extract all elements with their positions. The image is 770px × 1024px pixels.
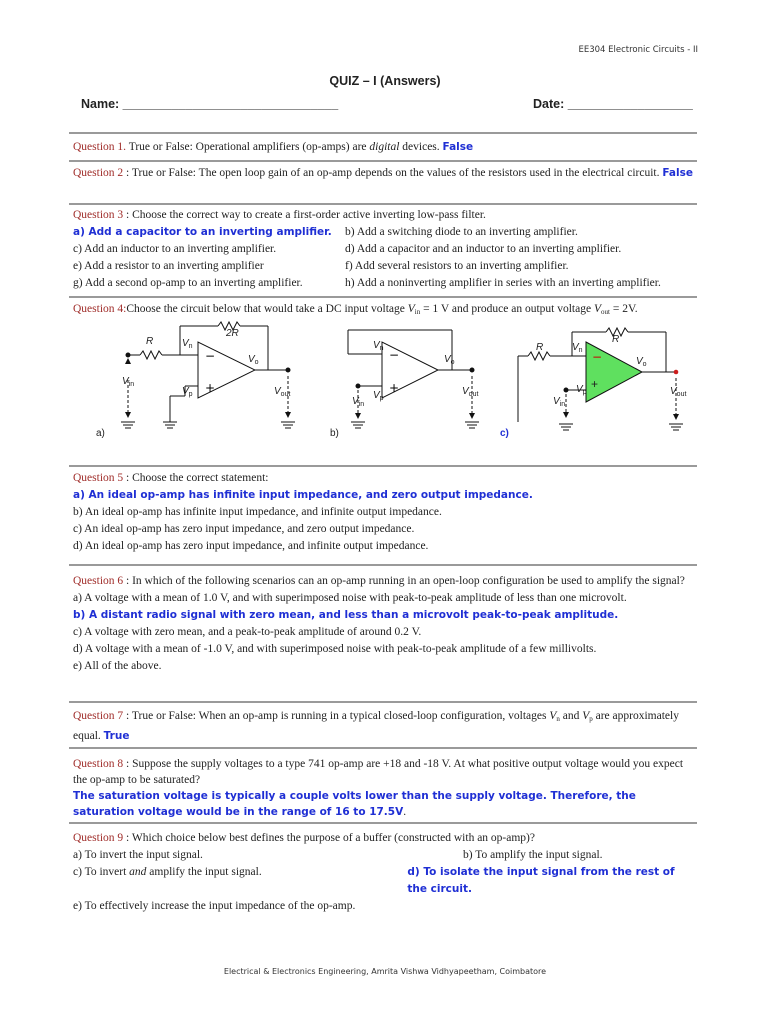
divider	[69, 296, 697, 298]
divider	[69, 132, 697, 134]
subscript: in	[128, 381, 135, 388]
divider	[69, 203, 697, 205]
circuit-a-diagram	[110, 318, 310, 444]
question-text: and	[559, 710, 583, 722]
question-label: Question 5	[73, 472, 124, 484]
question-text: : Choose the correct statement:	[123, 472, 269, 484]
option-d-correct: d) To isolate the input signal from the rest of the circuit.	[407, 866, 675, 895]
subscript: p	[188, 391, 193, 398]
option-e: e) To effectively increase the input impedance of the op-amp.	[73, 900, 356, 912]
label-vn: V	[572, 342, 579, 353]
label-vo: V	[248, 354, 255, 365]
subscript: in	[559, 401, 566, 408]
option-a: a) To invert the input signal.	[73, 849, 203, 861]
circuit-c-diagram	[508, 320, 698, 444]
question-6	[73, 573, 695, 675]
divider	[69, 564, 697, 566]
question-label: Question 9	[73, 832, 124, 844]
question-label: Question 3	[73, 209, 124, 221]
question-9	[73, 830, 695, 915]
subscript: out	[601, 308, 610, 316]
label-vin: V	[122, 376, 129, 387]
option-f: f) Add several resistors to an inverting amplifier.	[345, 260, 569, 272]
subscript: in	[414, 308, 421, 316]
question-text: : True or False: When an op-amp is running in a typical closed-loop configuration, voltages	[123, 710, 550, 722]
label-vp: V	[576, 384, 583, 395]
minus-sign: −	[592, 350, 603, 364]
subscript: o	[450, 359, 455, 366]
option-h: h) Add a noninverting amplifier in series with an inverting amplifier.	[345, 277, 661, 289]
subscript: o	[254, 359, 259, 366]
answer: False	[442, 141, 474, 153]
question-text: : Which choice below best defines the purpose of a buffer (constructed with an op-amp)?	[123, 832, 535, 844]
question-text: : True or False: The open loop gain of an op-amp depends on the values of the resistors used in the electrical circuit.	[123, 167, 663, 179]
answer: The saturation voltage is typically a couple volts lower than the supply voltage. Therefore, the saturation voltage would be in the range of 16 to 17.5V	[73, 790, 636, 818]
label-rf: R	[612, 334, 620, 345]
question-text: devices.	[399, 141, 443, 153]
question-text: : Suppose the supply voltages to a type 741 op-amp are +18 and -18 V. At what positive output voltage would you expect the op-amp to be saturated?	[73, 758, 684, 786]
label-2r: 2R	[226, 328, 239, 339]
circuit-c-label-correct: c)	[500, 428, 509, 439]
subscript: n	[556, 715, 560, 723]
option-b: b) Add a switching diode to an inverting amplifier.	[345, 226, 578, 238]
question-2	[73, 165, 695, 182]
question-text: : Choose the correct way to create a first-order active inverting low-pass filter.	[123, 209, 486, 221]
minus-sign: −	[389, 348, 400, 362]
date-field-label: Date: __________________	[533, 97, 693, 111]
name-field-label: Name: _______________________________	[81, 97, 339, 111]
label-vp: V	[373, 390, 380, 401]
quiz-title: QUIZ – I (Answers)	[329, 74, 441, 88]
option-c: c) An ideal op-amp has zero input impedance, and zero output impedance.	[73, 523, 415, 535]
plus-sign: +	[389, 381, 400, 395]
emphasis: and	[129, 866, 147, 878]
subscript: p	[379, 395, 384, 402]
option-e: e) All of the above.	[73, 660, 162, 672]
minus-sign: −	[205, 349, 216, 363]
option-c: c) A voltage with zero mean, and a peak-to-peak amplitude of around 0.2 V.	[73, 626, 422, 638]
question-label: Question 7	[73, 710, 124, 722]
label-vn: V	[373, 340, 380, 351]
option-b: b) An ideal op-amp has infinite input impedance, and infinite output impedance.	[73, 506, 442, 518]
label-vo: V	[444, 354, 451, 365]
circuit-a-label: a)	[96, 428, 105, 439]
option-d: d) Add a capacitor and an inductor to an inverting amplifier.	[345, 243, 622, 255]
divider	[69, 701, 697, 703]
option-d: d) An ideal op-amp has zero input impedance, and infinite output impedance.	[73, 540, 429, 552]
label-r: R	[536, 342, 544, 353]
option-b-correct: b) A distant radio signal with zero mean, and less than a microvolt peak-to-peak amplitude.	[73, 609, 619, 621]
circuit-b-label: b)	[330, 428, 339, 439]
option-d: d) A voltage with a mean of -1.0 V, and with superimposed noise with peak-to-peak amplitude of a few millivolts.	[73, 643, 597, 655]
subscript: n	[188, 343, 193, 350]
subscript: out	[280, 391, 291, 398]
symbol-vp: V	[582, 710, 590, 722]
subscript: n	[379, 345, 384, 352]
question-text: Choose the circuit below that would take a DC input voltage	[126, 303, 408, 315]
question-text: are approximately equal.	[73, 710, 679, 742]
option-a: a) A voltage with a mean of 1.0 V, and with superimposed noise with peak-to-peak amplitude of less than one microvolt.	[73, 592, 627, 604]
label-vin: V	[553, 396, 560, 407]
question-3	[73, 207, 695, 292]
answer: False	[662, 167, 693, 179]
option-c	[73, 864, 407, 898]
question-label: Question 2	[73, 167, 124, 179]
divider	[69, 465, 697, 467]
question-1	[73, 139, 695, 156]
divider	[69, 160, 697, 162]
plus-sign: +	[591, 377, 599, 391]
subscript: out	[676, 391, 687, 398]
divider	[69, 747, 697, 749]
divider	[69, 822, 697, 824]
question-text: True or False: Operational amplifiers (op-amps) are	[126, 141, 370, 153]
page-footer: Electrical & Electronics Engineering, Amrita Vishwa Vidhyapeetham, Coimbatore	[223, 967, 547, 976]
option-a-correct: a) Add a capacitor to an inverting amplifier.	[73, 226, 332, 238]
label-vin: V	[352, 396, 359, 407]
question-text: = 1 V and produce an output voltage	[420, 303, 594, 315]
option-a-correct: a) An ideal op-amp has infinite input impedance, and zero output impedance.	[73, 489, 533, 501]
question-5	[73, 470, 695, 555]
circuit-b-diagram	[340, 322, 490, 444]
subscript: in	[358, 401, 365, 408]
question-text: : In which of the following scenarios can an op-amp running in an open-loop configuration be used to amplify the signal?	[123, 575, 685, 587]
course-header: EE304 Electronic Circuits - II	[578, 45, 698, 55]
question-label: Question 1.	[73, 141, 127, 153]
subscript: p	[582, 389, 587, 396]
subscript: p	[589, 715, 593, 723]
label-vout: V	[670, 386, 677, 397]
label-r: R	[146, 336, 154, 347]
answer-end: .	[403, 806, 407, 818]
symbol-vout: V	[593, 303, 601, 315]
question-7	[73, 708, 695, 745]
option-e: e) Add a resistor to an inverting amplifier	[73, 260, 264, 272]
option-c-text: c) To invert	[73, 866, 130, 878]
option-c-text: amplify the input signal.	[146, 866, 262, 878]
label-vout: V	[462, 386, 469, 397]
label-vout: V	[274, 386, 281, 397]
question-label: Question 4:	[73, 303, 127, 315]
option-b: b) To amplify the input signal.	[463, 849, 603, 861]
symbol-vn: V	[549, 710, 557, 722]
symbol-vin: V	[407, 303, 415, 315]
answer: True	[103, 730, 130, 742]
subscript: out	[468, 391, 479, 398]
label-vp: V	[182, 386, 189, 397]
label-vo: V	[636, 356, 643, 367]
subscript: o	[642, 361, 647, 368]
subscript: n	[578, 347, 583, 354]
question-8	[73, 756, 695, 820]
plus-sign: +	[205, 381, 216, 395]
question-label: Question 8	[73, 758, 124, 770]
question-text: = 2V.	[609, 303, 638, 315]
option-c: c) Add an inductor to an inverting amplifier.	[73, 243, 277, 255]
label-vn: V	[182, 338, 189, 349]
emphasis: digital	[369, 141, 400, 153]
question-label: Question 6	[73, 575, 124, 587]
option-g: g) Add a second op-amp to an inverting amplifier.	[73, 277, 303, 289]
